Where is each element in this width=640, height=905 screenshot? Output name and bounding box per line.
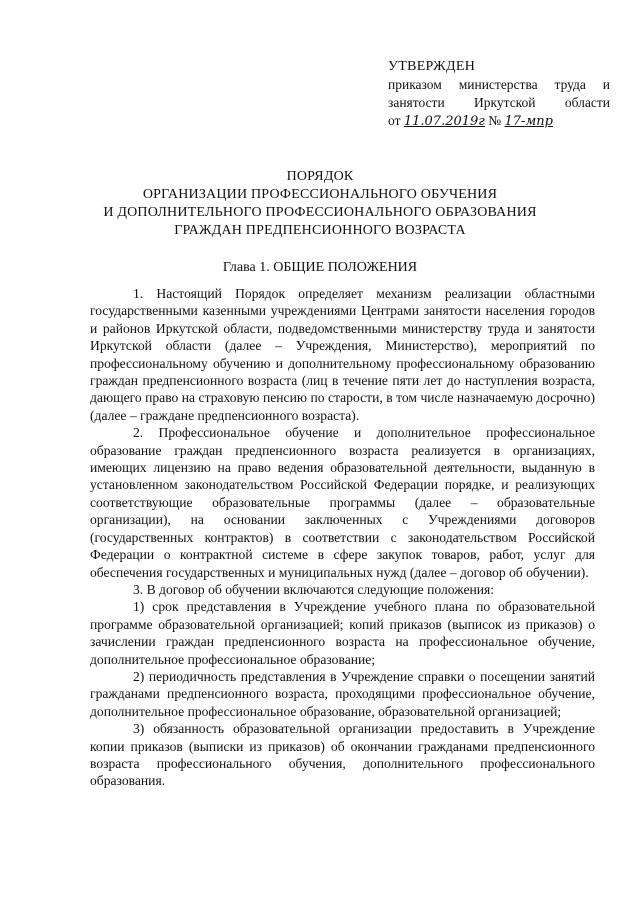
document-title (60, 168, 580, 240)
title-line-4: ГРАЖДАН ПРЕДПЕНСИОННОГО ВОЗРАСТА (174, 223, 466, 238)
paragraph-1: 1. Настоящий Порядок определяет механизм реализации областными государственными казенными учреждениями Центрами занятости населения городов и районов Иркутской области, подведомственными министерству труда и занятости Иркутской области (далее – Учреждения, Министерство), мероприятий по профессиональному обучению и дополнительному профессиональному образованию граждан предпенсионного возраста (лиц в течение пяти лет до наступления возраста, дающего право на страховую пенсию по старости, в том числе назначаемую досрочно) (далее – граждане предпенсионного возраста). (90, 286, 595, 423)
document-body (90, 285, 595, 790)
paragraph-3-item-2: 2) периодичность представления в Учреждение справки о посещении занятий гражданами предпенсионного возраста, проходящими профессиональное обучение, дополнительное профессиональное образование, образовательной организацией; (90, 668, 595, 719)
approval-number-label: № (488, 113, 502, 128)
paragraph-2: 2. Профессиональное обучение и дополнительное профессиональное образование граждан предпенсионного возраста реализуется в организациях, имеющих лицензию на право ведения образовательной деятельности, выданную в установленном законодательством Российской Федерации порядке, и реализующих соответствующие образовательные программы (далее – образовательные организации), на основании заключенных с Учреждениями договоров (государственных контрактов) в соответствии с законодательством Российской Федерации о контрактной системе в сфере закупок товаров, работ, услуг для обеспечения государственных и муниципальных нужд (далее – договор об обучении). (90, 425, 595, 580)
title-line-3: И ДОПОЛНИТЕЛЬНОГО ПРОФЕССИОНАЛЬНОГО ОБРАЗОВАНИЯ (103, 205, 537, 220)
approval-line-1: приказом министерства труда и (388, 77, 610, 92)
approval-date: 11.07.2019г (403, 114, 485, 129)
approval-number: 17-мпр (504, 114, 553, 129)
paragraph-3-item-1: 1) срок представления в Учреждение учебного плана по образовательной программе образовательной организацией; копий приказов (выписок из приказов) о зачислении граждан предпенсионного возраста на профессиональное обучение, дополнительное профессиональное образование; (90, 599, 595, 667)
approval-from-label: от (388, 113, 401, 128)
paragraph-3-item-3: 3) обязанность образовательной организации предоставить в Учреждение копии приказов (выписки из приказов) об окончании гражданами предпенсионного возраста профессионального обучения, дополнительного профессионального образования. (90, 721, 595, 789)
approval-date-line (388, 112, 610, 131)
approval-line-2: занятости Иркутской области (388, 95, 610, 110)
title-line-1: ПОРЯДОК (286, 169, 354, 184)
title-line-2: ОРГАНИЗАЦИИ ПРОФЕССИОНАЛЬНОГО ОБУЧЕНИЯ (142, 187, 498, 202)
paragraph-3: 3. В договор об обучении включаются следующие положения: (133, 581, 495, 597)
chapter-heading: Глава 1. ОБЩИЕ ПОЛОЖЕНИЯ (222, 260, 418, 275)
approval-heading: УТВЕРЖДЕН (388, 59, 476, 74)
approval-block (388, 58, 610, 131)
